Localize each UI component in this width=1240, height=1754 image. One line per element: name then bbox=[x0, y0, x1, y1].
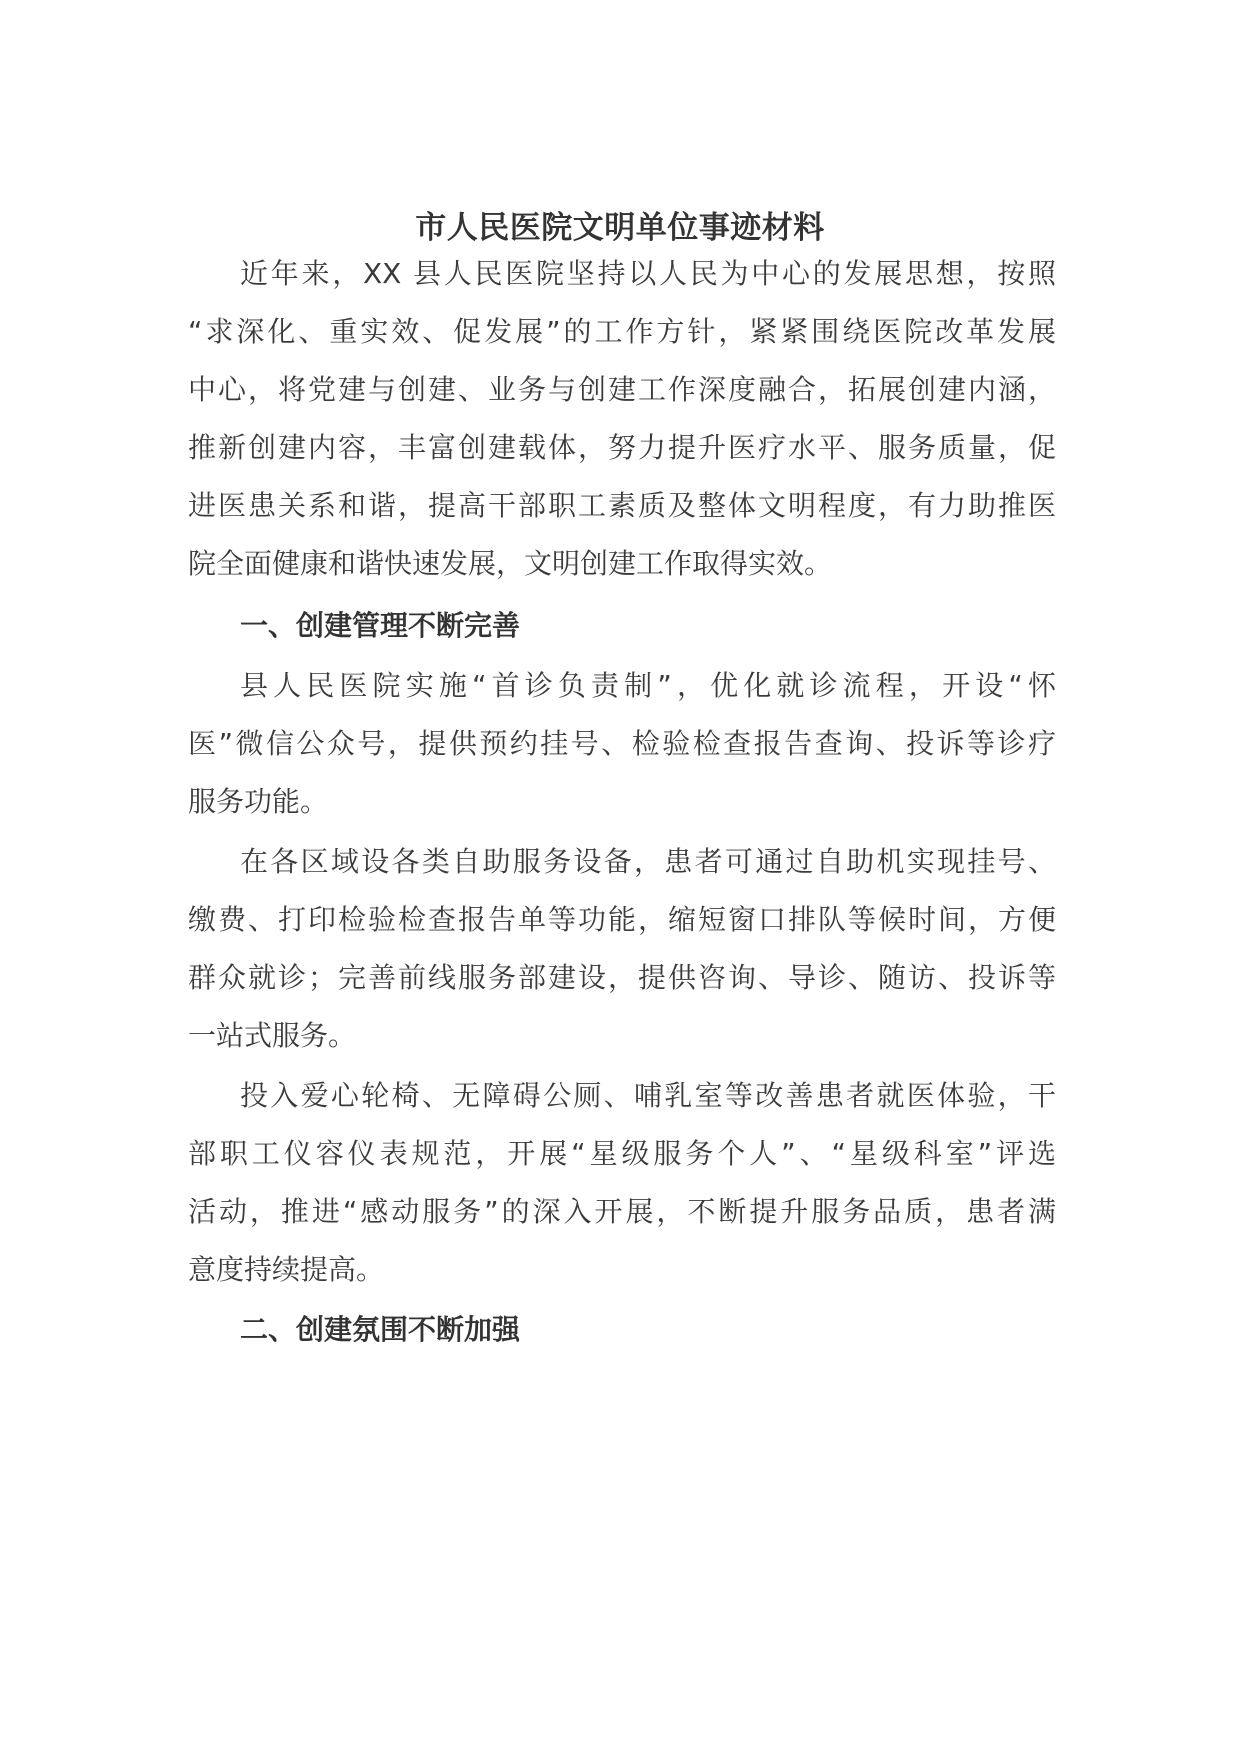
para4-line-3: 活动，推进“感动服务”的深入开展，不断提升服务品质，患者满 bbox=[188, 1195, 1056, 1228]
section-heading-2: 二、创建氛围不断加强 bbox=[240, 1313, 521, 1346]
intro-line-4: 推新创建内容，丰富创建载体，努力提升医疗水平、服务质量，促 bbox=[188, 431, 1056, 464]
intro-line-3: 中心，将党建与创建、业务与创建工作深度融合，拓展创建内涵， bbox=[188, 373, 1056, 406]
para3-line-3: 群众就诊；完善前线服务部建设，提供咨询、导诊、随访、投诉等 bbox=[188, 961, 1056, 994]
para3-line-4: 一站式服务。 bbox=[188, 1019, 357, 1052]
para2-line-1: 县人民医院实施“首诊负责制”，优化就诊流程，开设“怀 bbox=[240, 669, 1056, 702]
document-title: 市人民医院文明单位事迹材料 bbox=[415, 210, 825, 246]
para4-line-4: 意度持续提高。 bbox=[188, 1253, 385, 1286]
para2-line-2: 医”微信公众号，提供预约挂号、检验检查报告查询、投诉等诊疗 bbox=[188, 727, 1056, 760]
para3-line-1: 在各区域设各类自助服务设备，患者可通过自助机实现挂号、 bbox=[240, 845, 1056, 878]
para4-line-2: 部职工仪容仪表规范，开展“星级服务个人”、“星级科室”评选 bbox=[188, 1137, 1056, 1170]
intro-line-6: 院全面健康和谐快速发展，文明创建工作取得实效。 bbox=[188, 547, 833, 580]
intro-line-5: 进医患关系和谐，提高干部职工素质及整体文明程度，有力助推医 bbox=[188, 489, 1056, 522]
intro-line-1: 近年来，XX 县人民医院坚持以人民为中心的发展思想，按照 bbox=[240, 257, 1056, 290]
para4-line-1: 投入爱心轮椅、无障碍公厕、哺乳室等改善患者就医体验，干 bbox=[240, 1079, 1056, 1112]
intro-line-2: “求深化、重实效、促发展”的工作方针，紧紧围绕医院改革发展 bbox=[188, 315, 1056, 348]
para2-line-3: 服务功能。 bbox=[188, 785, 329, 818]
section-heading-1: 一、创建管理不断完善 bbox=[240, 609, 521, 642]
para3-line-2: 缴费、打印检验检查报告单等功能，缩短窗口排队等候时间，方便 bbox=[188, 903, 1056, 936]
